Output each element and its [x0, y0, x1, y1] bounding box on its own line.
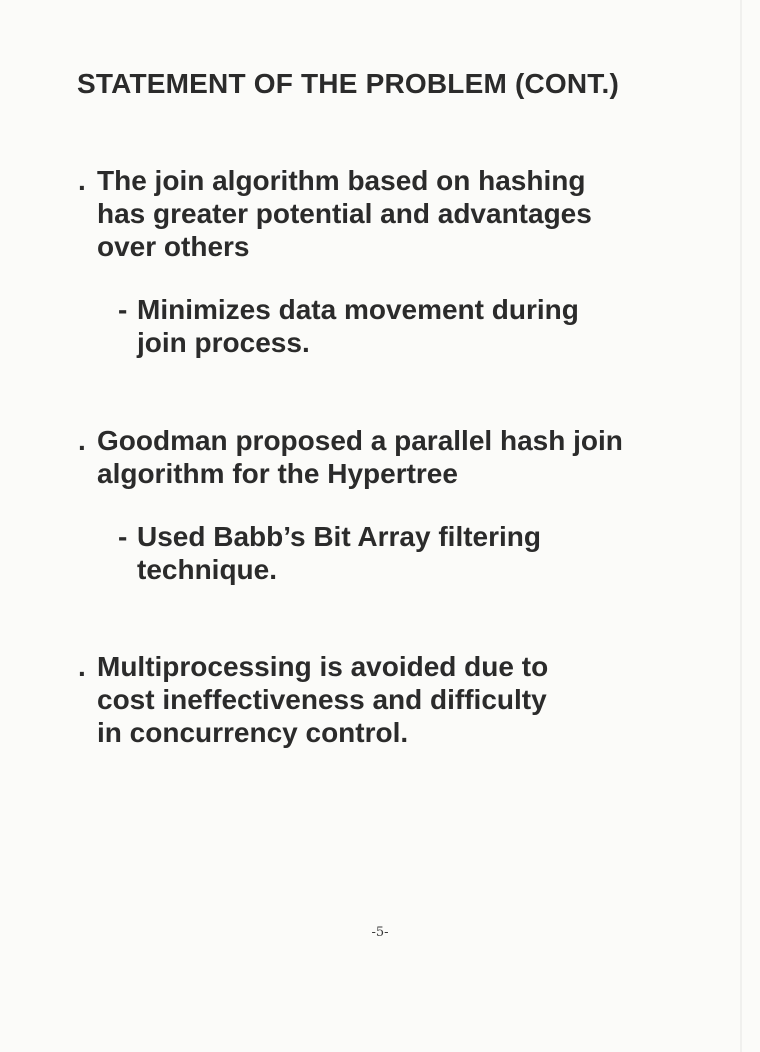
sub-bullet-marker: - [118, 294, 128, 325]
page-number: -5- [371, 925, 389, 940]
sub-bullet-2 [118, 520, 541, 586]
bullet-3-line-1: Multiprocessing is avoided due to [97, 651, 549, 682]
bullet-3 [78, 650, 548, 749]
sub-bullet-1-line-2: join process. [137, 327, 310, 358]
bullet-1-line-3: over others [97, 231, 250, 262]
bullet-1-line-1: The join algorithm based on hashing [97, 165, 586, 196]
sub-bullet-2-line-2: technique. [137, 554, 278, 585]
bullet-1 [78, 164, 592, 263]
bullet-2-line-1: Goodman proposed a parallel hash join [97, 425, 623, 456]
bullet-1-line-2: has greater potential and advantages [97, 198, 592, 229]
bullet-marker: . [78, 651, 86, 682]
page-edge [740, 0, 742, 1052]
sub-bullet-marker: - [118, 521, 128, 552]
bullet-2 [78, 424, 623, 490]
bullet-marker: . [78, 165, 86, 196]
page-title: STATEMENT OF THE PROBLEM (CONT.) [77, 68, 619, 99]
bullet-2-line-2: algorithm for the Hypertree [97, 458, 458, 489]
sub-bullet-2-line-1: Used Babb’s Bit Array filtering [137, 521, 542, 552]
bullet-3-line-2: cost ineffectiveness and difficulty [97, 684, 547, 715]
sub-bullet-1-line-1: Minimizes data movement during [137, 294, 579, 325]
bullet-marker: . [78, 425, 86, 456]
bullet-3-line-3: in concurrency control. [97, 717, 409, 748]
sub-bullet-1 [118, 293, 579, 359]
